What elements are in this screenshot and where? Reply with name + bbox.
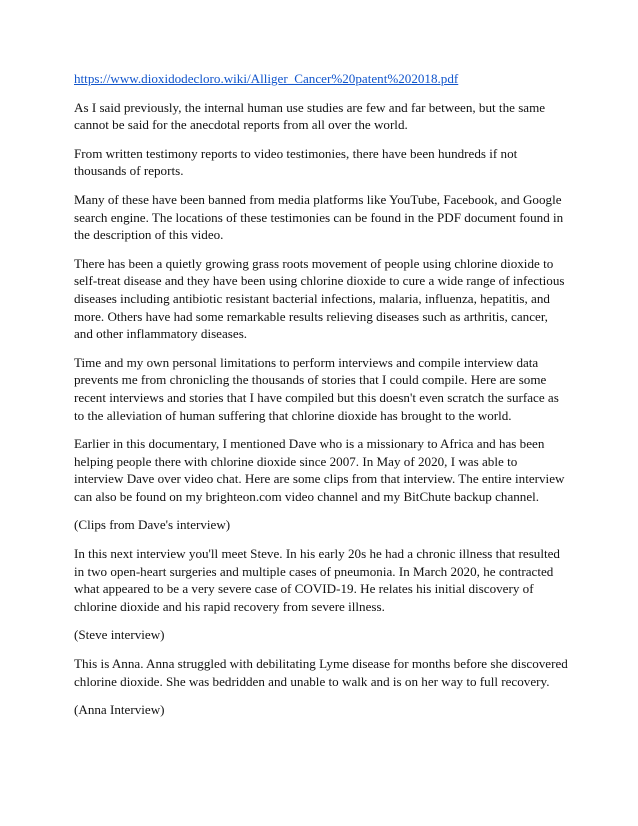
paragraph-dave: Earlier in this documentary, I mentioned Dave who is a missionary to Africa and has been helping people there with chlorine dioxide since 2007. In May of 2020, I was able to interview Dave over video chat. Here are some clips from that interview. The entire interview can also be found on my brighteon.com video channel and my BitChute backup channel. bbox=[74, 436, 565, 504]
paragraph-limitations: Time and my own personal limitations to perform interviews and compile interview data prevents me from chronicling the thousands of stories that I could compile. Here are some recent interviews and stories that I have compiled but this doesn't even scratch the surface as to the alleviation of human suffering that chlorine dioxide has brought to the world. bbox=[74, 354, 559, 423]
document-page bbox=[74, 70, 568, 730]
paragraph-testimonies: From written testimony reports to video testimonies, there have been hundreds if not thousands of reports. bbox=[74, 145, 518, 179]
paragraph-steve-interview: (Steve interview) bbox=[74, 627, 165, 643]
paragraph-steve: In this next interview you'll meet Steve. In his early 20s he had a chronic illness that resulted in two open-heart surgeries and multiple cases of pneumonia. In March 2020, he contracted what appeared to be a very severe case of COVID-19. He relates his initial discovery of chlorine dioxide and his rapid recovery from severe illness. bbox=[74, 546, 560, 614]
paragraph-banned-platforms: Many of these have been banned from media platforms like YouTube, Facebook, and Google search engine. The locations of these testimonies can be found in the PDF document found in the description of this video. bbox=[74, 191, 564, 243]
paragraph-anna-interview: (Anna Interview) bbox=[74, 702, 165, 718]
link-paragraph bbox=[74, 70, 568, 88]
paragraph-anna: This is Anna. Anna struggled with debilitating Lyme disease for months before she discovered chlorine dioxide. She was bedridden and unable to walk and is on her way to full recovery. bbox=[74, 656, 568, 689]
patent-pdf-link[interactable]: https://www.dioxidodecloro.wiki/Alliger_Cancer%20patent%202018.pdf bbox=[74, 71, 459, 86]
paragraph-grass-roots: There has been a quietly growing grass roots movement of people using chlorine dioxide to self-treat disease and they have been using chlorine dioxide to cure a wide range of infectious diseases including antibiotic resistant bacterial infections, malaria, influenza, hepatitis, and more. Others have had some remarkable results relieving diseases such as arthritis, cancer, and other inflammatory diseases. bbox=[74, 255, 565, 342]
paragraph-dave-clips: (Clips from Dave's interview) bbox=[74, 517, 231, 533]
paragraph-anecdotal-reports: As I said previously, the internal human use studies are few and far between, but the same cannot be said for the anecdotal reports from all over the world. bbox=[74, 99, 546, 133]
